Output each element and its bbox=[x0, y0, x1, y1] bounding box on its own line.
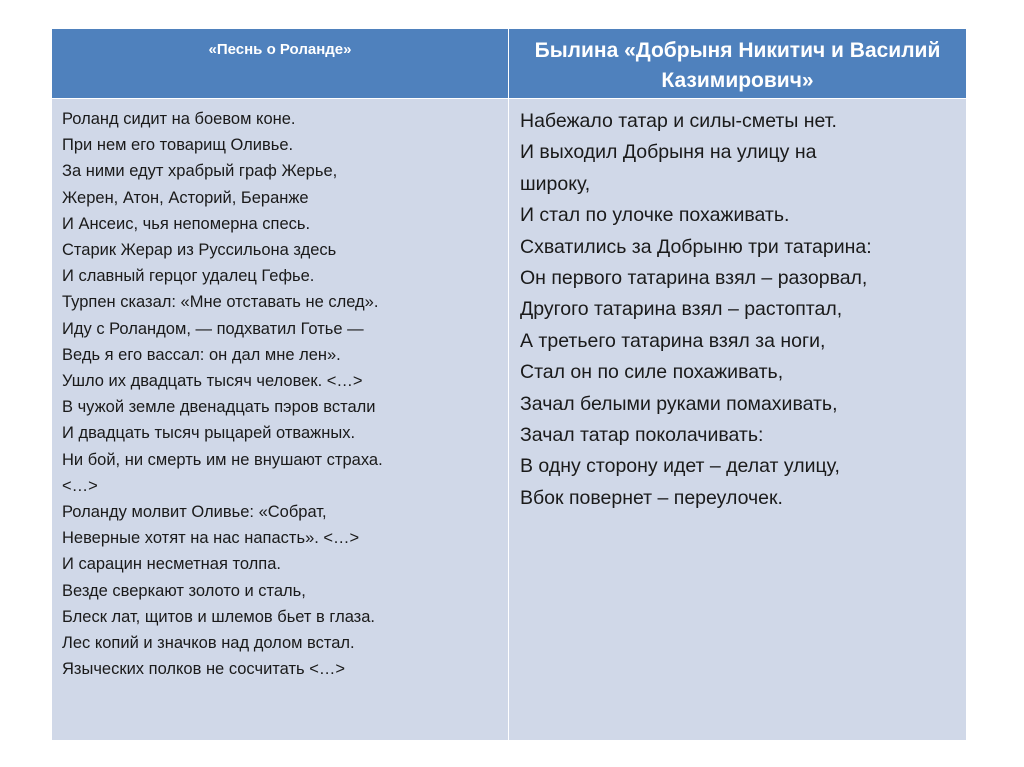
text-line: Набежало татар и силы-сметы нет. bbox=[520, 110, 837, 132]
comparison-table bbox=[51, 28, 967, 741]
body-cell-left bbox=[52, 99, 509, 741]
header-cell-right bbox=[509, 29, 967, 99]
table-header-row bbox=[52, 29, 967, 99]
text-line: И Ансеис, чья непомерна спесь. bbox=[62, 214, 311, 233]
body-cell-right bbox=[509, 99, 967, 741]
text-line: Зачал татар поколачивать: bbox=[520, 424, 764, 447]
text-line: За ними едут храбрый граф Жерье, bbox=[62, 162, 338, 181]
text-line: Другого татарина взял – растоптал, bbox=[520, 298, 843, 321]
text-line: <…> bbox=[62, 476, 98, 495]
text-line: И выходил Добрыня на улицу на bbox=[520, 141, 817, 164]
text-line: Лес копий и значков над долом встал. bbox=[62, 634, 355, 653]
text-line: Роланду молвит Оливье: «Собрат, bbox=[62, 503, 327, 522]
text-line: Ушло их двадцать тысяч человек. <…> bbox=[62, 372, 363, 391]
text-line: И славный герцог удалец Гефье. bbox=[62, 267, 315, 286]
text-line: И стал по улочке похаживать. bbox=[520, 204, 790, 227]
text-line: Роланд сидит на боевом коне. bbox=[62, 110, 296, 128]
text-line: Ни бой, ни смерть им не внушают страха. bbox=[62, 450, 383, 469]
text-line: И сарацин несметная толпа. bbox=[62, 555, 281, 574]
text-line: Стал он по силе похаживать, bbox=[520, 361, 784, 384]
header-left-title: «Песнь о Роланде» bbox=[208, 41, 352, 58]
text-line: В одну сторону идет – делат улицу, bbox=[520, 455, 840, 478]
text-line: Блеск лат, щитов и шлемов бьет в глаза. bbox=[62, 607, 376, 626]
header-right-title: Былина «Добрыня Никитич и Василий Казимирович» bbox=[534, 39, 941, 92]
text-line: Схватились за Добрыню три татарина: bbox=[520, 235, 872, 258]
right-text-block bbox=[520, 106, 956, 514]
text-line: Языческих полков не сосчитать <…> bbox=[62, 660, 345, 679]
text-line: В чужой земле двенадцать пэров встали bbox=[62, 398, 376, 417]
text-line: Везде сверкают золото и сталь, bbox=[62, 581, 306, 600]
text-line: И двадцать тысяч рыцарей отважных. bbox=[62, 424, 356, 443]
text-line: Старик Жерар из Руссильона здесь bbox=[62, 241, 337, 260]
text-line: Ведь я его вассал: он дал мне лен». bbox=[62, 345, 341, 364]
text-line: Жерен, Атон, Асторий, Беранже bbox=[62, 188, 309, 207]
text-line: Иду с Роландом, — подхватил Готье — bbox=[62, 319, 364, 338]
text-line: Турпен сказал: «Мне отставать не след». bbox=[62, 293, 379, 312]
table-body-row bbox=[52, 99, 967, 741]
text-line: При нем его товарищ Оливье. bbox=[62, 136, 294, 155]
header-cell-left bbox=[52, 29, 509, 99]
text-line: А третьего татарина взял за ноги, bbox=[520, 329, 826, 352]
text-line: Зачал белыми руками помахивать, bbox=[520, 392, 838, 415]
left-text-block bbox=[62, 106, 498, 682]
text-line: Он первого татарина взял – разорвал, bbox=[520, 267, 868, 290]
text-line: Неверные хотят на нас напасть». <…> bbox=[62, 529, 360, 548]
text-line: Вбок повернет – переулочек. bbox=[520, 486, 783, 509]
text-line: широку, bbox=[520, 172, 591, 195]
